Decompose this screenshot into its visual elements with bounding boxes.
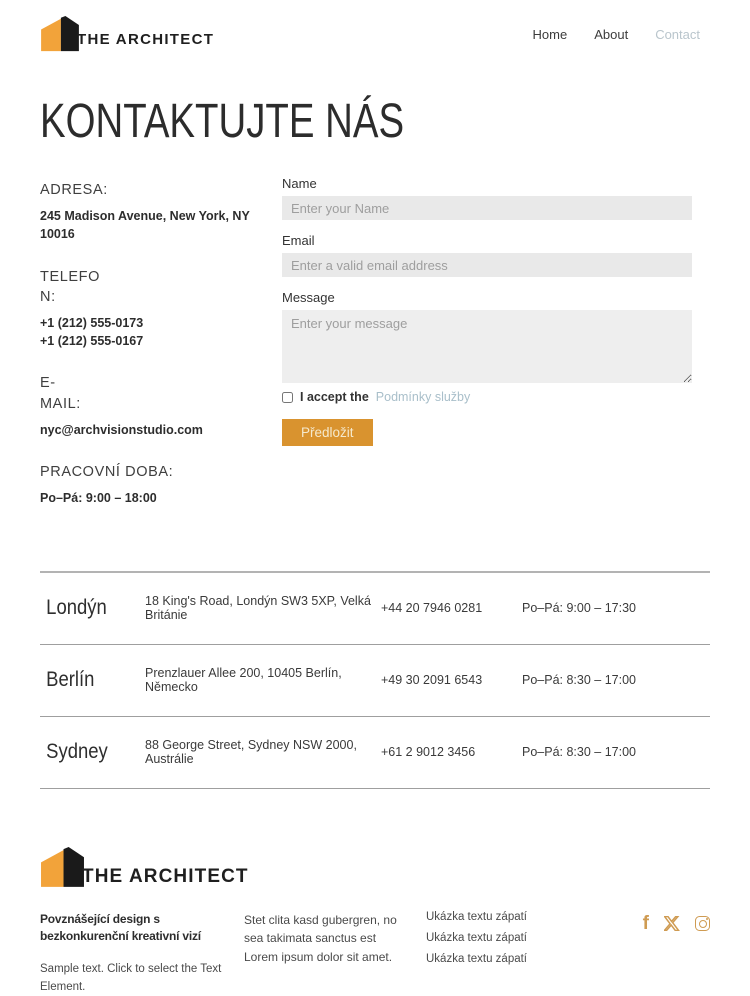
office-address: Prenzlauer Allee 200, 10405 Berlín, Německo <box>145 666 342 695</box>
nav-item-home[interactable]: Home <box>532 27 568 42</box>
footer-link-1[interactable]: Ukázka textu zápatí <box>426 910 527 923</box>
x-twitter-icon[interactable] <box>664 915 680 933</box>
footer-tagline: Povznášející design s bezkonkurenční kreativní vizí <box>40 911 201 943</box>
submit-button[interactable]: Předložit <box>282 419 373 446</box>
consent-text: I accept the <box>300 390 369 404</box>
address-label: ADRESA: <box>40 182 108 198</box>
office-city: Londýn <box>46 596 107 620</box>
terms-link[interactable]: Podmínky služby <box>375 390 471 404</box>
office-hours: Po–Pá: 9:00 – 17:30 <box>522 601 636 616</box>
office-hours: Po–Pá: 8:30 – 17:00 <box>522 673 636 688</box>
offices-table <box>40 571 710 789</box>
footer-link-2[interactable]: Ukázka textu zápatí <box>426 931 527 944</box>
contact-form <box>282 176 692 531</box>
facebook-icon[interactable]: f <box>642 912 649 934</box>
footer-sample-text: Sample text. Click to select the Text Element. <box>40 963 222 993</box>
office-city: Berlín <box>46 668 95 692</box>
architect-house-icon <box>40 847 85 893</box>
office-phone: +61 2 9012 3456 <box>381 745 476 760</box>
footer-columns <box>40 911 710 996</box>
footer-links-column <box>426 911 556 996</box>
table-row-sydney <box>40 717 710 789</box>
name-field-label: Name <box>282 176 317 191</box>
email-field-group <box>282 233 692 277</box>
office-phone: +44 20 7946 0281 <box>381 601 483 616</box>
footer-link-3[interactable]: Ukázka textu zápatí <box>426 952 527 965</box>
brand-name: THE ARCHITECT <box>77 31 215 48</box>
terms-checkbox[interactable] <box>282 392 293 403</box>
office-address: 88 George Street, Sydney NSW 2000, Austrálie <box>145 738 357 767</box>
footer-brand-name: THE ARCHITECT <box>82 865 249 887</box>
brand-logo[interactable] <box>40 16 214 52</box>
phone-group <box>40 267 282 351</box>
main-nav <box>533 27 700 42</box>
name-input[interactable] <box>282 196 692 220</box>
footer <box>0 789 750 996</box>
office-phone: +49 30 2091 6543 <box>381 673 483 688</box>
message-input[interactable] <box>282 310 692 383</box>
address-group <box>40 180 282 244</box>
office-address: 18 King's Road, Londýn SW3 5XP, Velká Británie <box>145 594 371 623</box>
address-value: 245 Madison Avenue, New York, NY 10016 <box>40 209 250 242</box>
table-row-berlin <box>40 645 710 717</box>
phone-label: TELEFON: <box>40 268 100 305</box>
email-value: nyc@archvisionstudio.com <box>40 422 203 437</box>
email-group <box>40 373 282 439</box>
footer-social <box>556 911 710 996</box>
page-title: KONTAKTUJTE NÁS <box>40 95 405 148</box>
architect-house-icon <box>40 16 80 52</box>
contact-info-column <box>40 176 282 531</box>
message-field-label: Message <box>282 290 335 305</box>
email-label: E-MAIL: <box>40 375 81 412</box>
footer-description: Stet clita kasd gubergren, no sea takimata sanctus est Lorem ipsum dolor sit amet. <box>244 912 397 964</box>
name-field-group <box>282 176 692 220</box>
table-row-london <box>40 573 710 645</box>
hours-value: Po–Pá: 9:00 – 18:00 <box>40 491 157 506</box>
phone-value-1: +1 (212) 555-0173 <box>40 316 144 331</box>
office-hours: Po–Pá: 8:30 – 17:00 <box>522 745 636 760</box>
header <box>0 0 750 52</box>
hours-group <box>40 462 282 507</box>
instagram-icon[interactable] <box>695 915 710 933</box>
message-field-group <box>282 290 692 388</box>
office-city: Sydney <box>46 740 108 764</box>
footer-brand-logo[interactable] <box>40 847 710 893</box>
email-field-label: Email <box>282 233 315 248</box>
phone-value-2: +1 (212) 555-0167 <box>40 334 144 349</box>
consent-row <box>282 390 692 404</box>
nav-item-about[interactable]: About <box>594 27 629 42</box>
hours-label: PRACOVNÍ DOBA: <box>40 464 174 481</box>
footer-about-column <box>40 911 230 996</box>
contact-section <box>0 176 750 531</box>
nav-item-contact[interactable]: Contact <box>655 27 700 42</box>
email-input[interactable] <box>282 253 692 277</box>
